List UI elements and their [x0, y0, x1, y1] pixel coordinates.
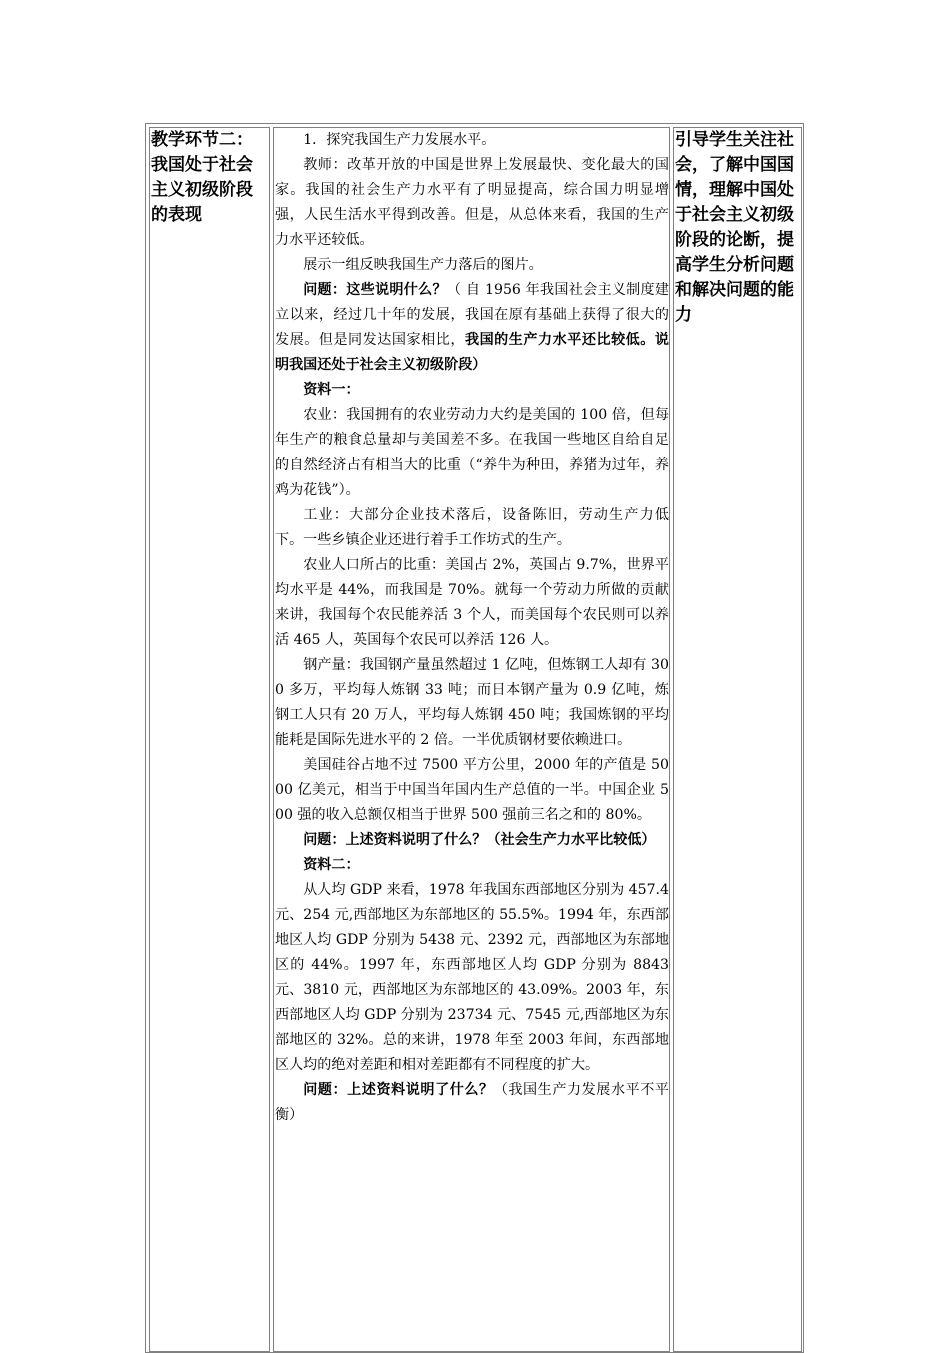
picture-note: 展示一组反映我国生产力落后的图片。 — [303, 257, 543, 273]
question-2: 问题：上述资料说明了什么？（社会生产力水平比较低） — [303, 832, 656, 848]
material-1-silicon-valley: 美国硅谷占地不过 7500 平方公里，2000 年的产值是 5000 亿美元，相当于中国当年国内生产总值的一半。中国企业 500 强的收入总额仅相当于世界 500 强前三名之和的 80%。 — [275, 757, 669, 823]
material-2-title: 资料二： — [303, 857, 360, 873]
stage-cell — [149, 127, 270, 1352]
material-1-title: 资料一： — [303, 382, 360, 398]
goal-text: 引导学生关注社会，了解中国国情，理解中国处于社会主义初级阶段的论断，提高学生分析问题和解决问题的能力 — [675, 130, 794, 325]
content-cell — [273, 127, 670, 1352]
question-3-answer: （我国生产力发展水平不平衡） — [275, 1082, 670, 1123]
material-1-industry: 工业：大部分企业技术落后，设备陈旧，劳动生产力低下。一些乡镇企业还进行着手工作坊式的生产。 — [275, 507, 669, 548]
stage-title: 教学环节二：我国处于社会主义初级阶段的表现 — [151, 130, 253, 225]
question-1-label: 问题：这些说明什么？ — [303, 282, 447, 298]
question-3 — [275, 1078, 669, 1128]
question-3-label: 问题：上述资料说明了什么？ — [303, 1082, 494, 1098]
teacher-paragraph: 教师：改革开放的中国是世界上发展最快、变化最大的国家。我国的社会生产力水平有了明显提高，综合国力明显增强，人民生活水平得到改善。但是，从总体来看，我国的生产力水平还较低。 — [275, 157, 669, 248]
question-1 — [275, 278, 669, 378]
lesson-table — [145, 123, 804, 1353]
material-1-steel: 钢产量：我国钢产量虽然超过 1 亿吨，但炼钢工人却有 300 多万，平均每人炼钢 33 吨；而日本钢产量为 0.9 亿吨，炼钢工人只有 20 万人，平均每人炼钢 450 吨；我国炼钢的平均能耗是国际先进水平的 2 倍。一半优质钢材要依赖进口。 — [275, 657, 669, 748]
content-text — [274, 128, 669, 1128]
material-1-agriculture: 农业：我国拥有的农业劳动力大约是美国的 100 倍，但每年生产的粮食总量却与美国差不多。在我国一些地区自给自足的自然经济占有相当大的比重（“养牛为种田，养猪为过年，养鸡为花钱”）。 — [275, 407, 669, 498]
question-1-conclusion: 我国的生产力水平还比较低。说明我国还处于社会主义初级阶段） — [275, 332, 669, 373]
material-2-text: 从人均 GDP 来看，1978 年我国东西部地区分别为 457.4 元、254 元,西部地区为东部地区的 55.5%。1994 年，东西部地区人均 GDP 分别为 5438 元、2392 元，西部地区为东部地区的 44%。1997 年，东西部地区人均 GDP 分别为 8843 元、3810 元，西部地区为东部地区的 43.09%。2003 年，东西部地区人均 GDP 分别为 23734 元、7545 元,西部地区为东部地区的 32%。总的来讲，1978 年至 2003 年间，东西部地区人均的绝对差距和相对差距都有不同程度的扩大。 — [275, 882, 669, 1073]
material-1-population: 农业人口所占的比重：美国占 2%，英国占 9.7%，世界平均水平是 44%，而我国是 70%。就每一个劳动力所做的贡献来讲，我国每个农民能养活 3 个人，而美国每个农民则可以养活 465 人，英国每个农民可以养活 126 人。 — [275, 557, 669, 648]
goal-cell — [673, 127, 802, 1352]
question-1-answer: （ 自 1956 年我国社会主义制度建立以来，经过几十年的发展，我国在原有基础上获得了很大的发展。但是同发达国家相比， — [275, 282, 669, 348]
section-heading: 1．探究我国生产力发展水平。 — [303, 132, 496, 148]
